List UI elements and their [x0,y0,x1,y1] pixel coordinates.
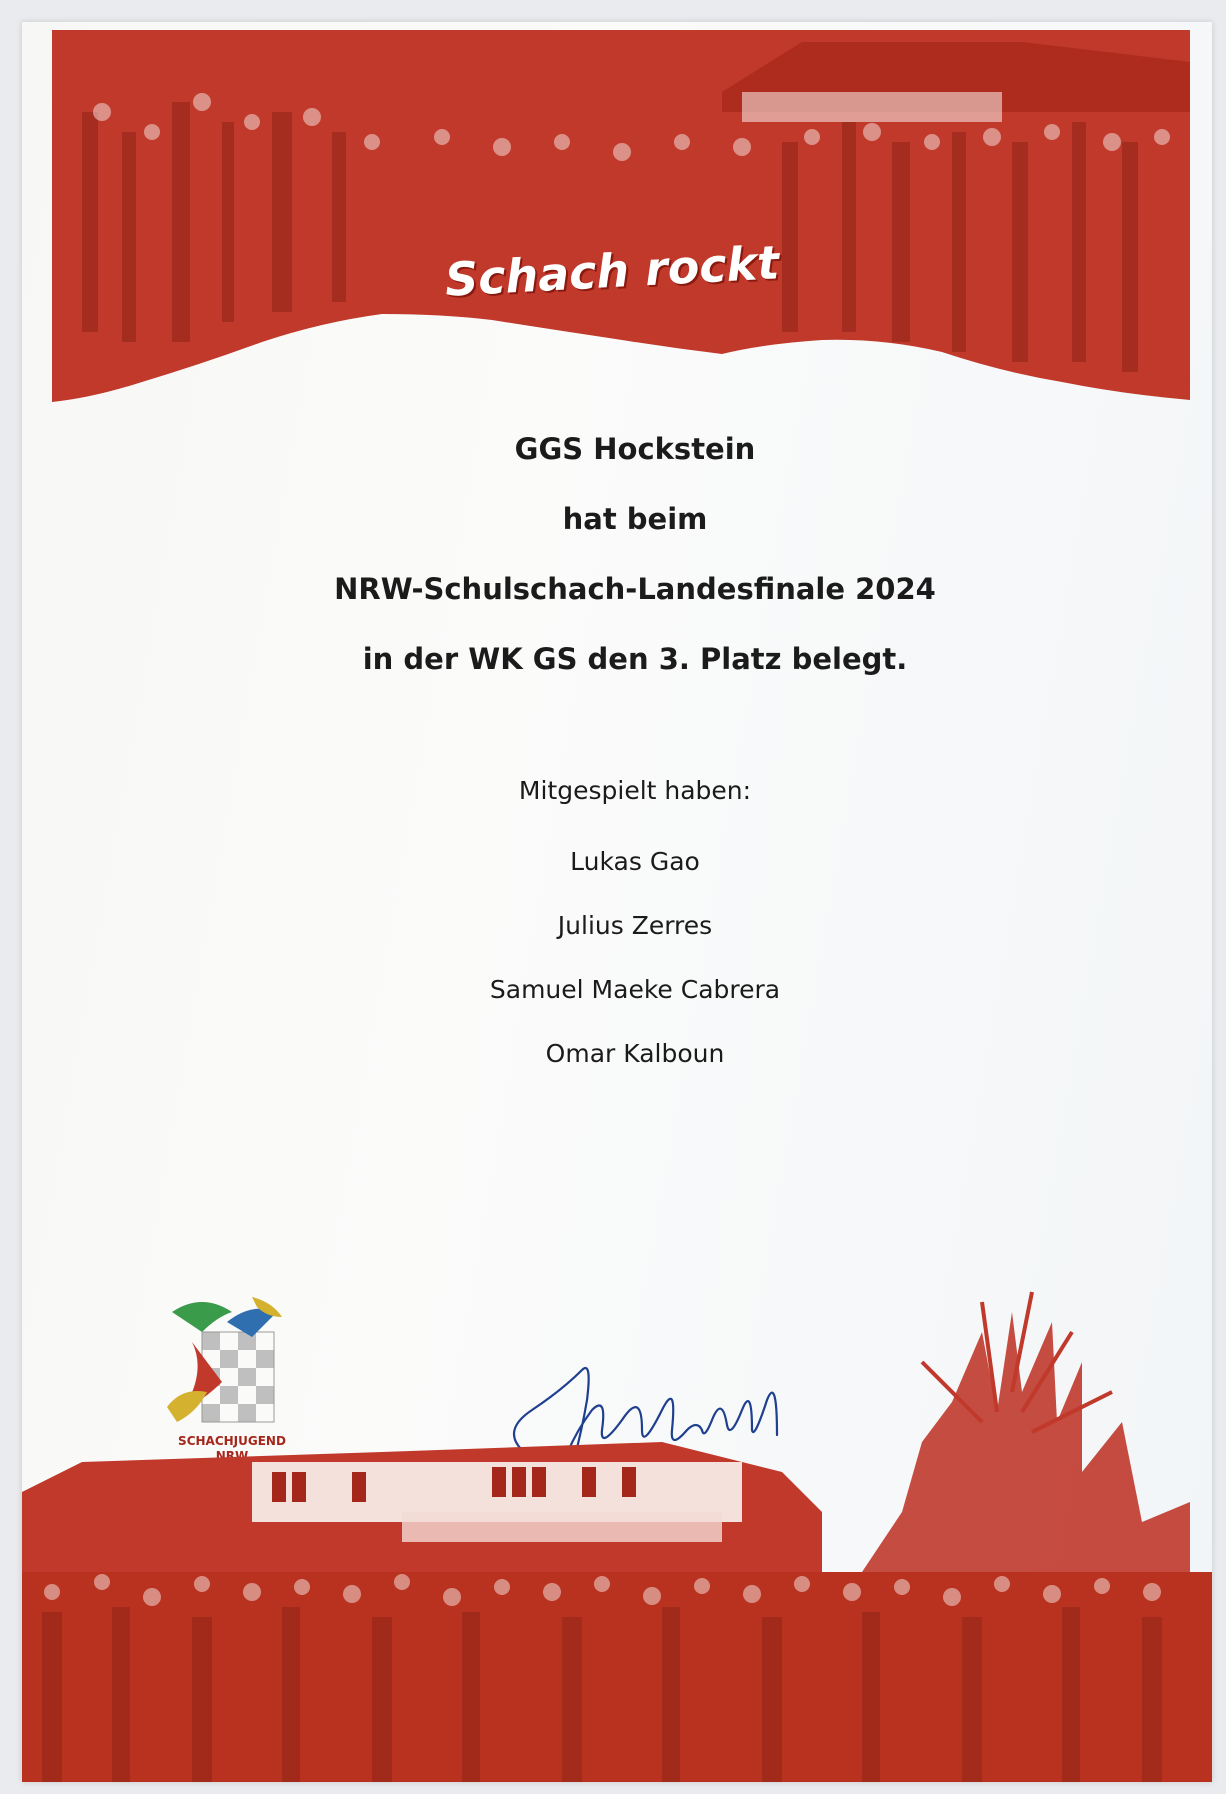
banner-title: Schach rockt [443,235,781,307]
players-list [22,847,1212,1103]
player-name: Lukas Gao [570,847,700,876]
logo-text-line2: NRW [215,1449,249,1463]
top-photo-banner [22,22,1212,442]
players-label: Mitgespielt haben: [518,776,752,805]
certificate-page [22,22,1212,1782]
player-name: Samuel Maeke Cabrera [489,975,781,1004]
school-name: GGS Hockstein [514,432,756,466]
player-name: Julius Zerres [557,911,713,940]
result-text: in der WK GS den 3. Platz belegt. [362,642,908,676]
bottom-photo-banner [22,1272,1212,1782]
event-name: NRW-Schulschach-Landesfinale 2024 [334,572,936,606]
line-hat-beim: hat beim [562,502,708,536]
logo-text-line1: SCHACHJUGEND [178,1434,286,1448]
player-name: Omar Kalboun [545,1039,725,1068]
